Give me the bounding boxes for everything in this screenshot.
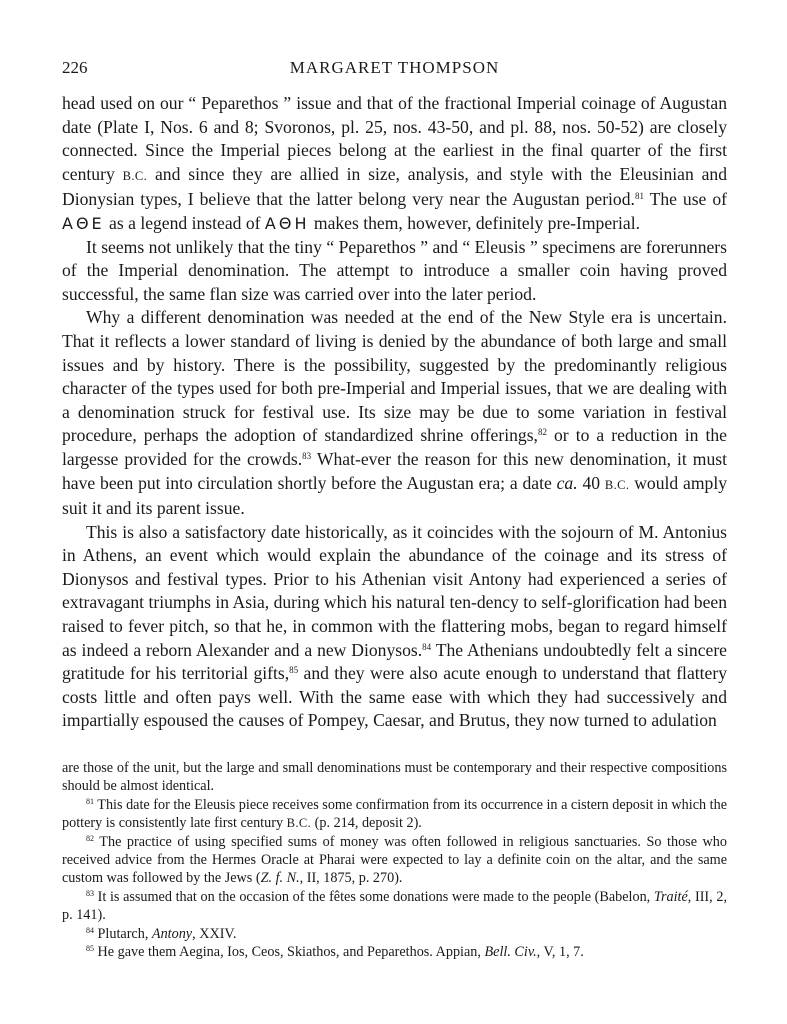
small-caps-bc: B.C. <box>122 168 148 183</box>
greek-legend-athe: ΑΘΕ <box>62 213 105 233</box>
footnote-ref-85: 85 <box>289 665 299 676</box>
footnote-ref-84: 84 <box>422 641 432 652</box>
text-run: would amply suit it and its parent issue. <box>62 472 728 519</box>
paragraph-4 <box>62 521 727 733</box>
text-run: This is also a satisfactory date historically, as it coincides with the sojourn of M. Antonius in Athens, an event which would explain the abundance of the coinage and its stress of Dionysos and festival types. Prior to his Athenian visit Antony had experienced a series of extravagant triumphs in Asia, during which his natural ten-dency to self-glorification had been raised to fever pitch, so that he, in common with the flattering mobs, began to regard himself as indeed a reborn Alexander and a new Dionysos. <box>62 521 727 660</box>
text-run: Plutarch, <box>94 925 152 942</box>
footnote-number: 84 <box>86 925 94 935</box>
footnote-number: 83 <box>86 888 94 898</box>
text-run: head used on our “ Peparethos ” issue and that of the fractional Imperial coinage of Augustan date (Plate I, Nos. 6 and 8; Svoronos, pl. 25, nos. 43-50, and pl. 88, nos. 50-52) are closely connected. Since the Imperial pieces belong at the earliest in the final quarter of the first century <box>62 93 727 184</box>
footnote-83 <box>62 888 727 925</box>
footnotes <box>62 759 727 961</box>
italic-citation: Traité <box>653 888 688 905</box>
text-run: Why a different denomination was needed at the end of the New Style era is uncertain. That it reflects a lower standard of living is denied by the abundance of both large and small issues and by history. There is the possibility, suggested by the predominantly religious character of the types used for both pre-Imperial and Imperial issues, that we are dealing with a denomination struck for festival use. Its size may be due to some variation in festival procedure, perhaps the adoption of standardized shrine offerings, <box>62 307 727 446</box>
footnote-continuation: are those of the unit, but the large and small denominations must be contemporary and their respective compositions should be almost identical. <box>62 760 727 795</box>
footnote-number: 85 <box>86 944 94 954</box>
footnote-number: 82 <box>86 833 94 843</box>
text-run: The use of <box>643 189 727 210</box>
footnote-ref-82: 82 <box>537 427 547 438</box>
paragraph-3 <box>62 306 727 520</box>
italic-ca: ca. <box>556 472 578 493</box>
page-number: 226 <box>62 58 88 77</box>
small-caps-bc: B.C. <box>604 477 630 492</box>
running-title: MARGARET THOMPSON <box>289 58 500 77</box>
page-header <box>62 58 727 82</box>
footnote-number: 81 <box>86 796 94 806</box>
paragraph-1 <box>62 92 727 236</box>
italic-citation: Bell. Civ. <box>484 944 537 961</box>
paragraph-2: It seems not unlikely that the tiny “ Peparethos ” and “ Eleusis ” specimens are forerunners of the Imperial denomination. The attempt to introduce a smaller coin having proved successful, the same flan size was carried over into the later period. <box>62 236 727 304</box>
text-run: The practice of using specified sums of money was often followed in religious sanctuaries. So those who received advice from the Hermes Oracle at Pharai were expected to lay a definite coin on the altar, and the same custom was followed by the Jews ( <box>62 833 727 887</box>
text-run: , XXIV. <box>192 925 237 942</box>
text-run: , II, 1875, p. 270). <box>299 870 403 887</box>
small-caps-bc: B.C. <box>286 816 312 831</box>
footnote-ref-83: 83 <box>302 450 312 461</box>
text-run: , V, 1, 7. <box>536 944 584 961</box>
footnote-84 <box>62 925 727 943</box>
text-run: It is assumed that on the occasion of the fêtes some donations were made to the people (Babelon, <box>94 888 654 905</box>
text-run: What-ever the reason for this new denomination, it must have been put into circulation shortly before the Augustan era; a date <box>62 448 727 493</box>
body-text <box>62 92 727 733</box>
text-run: , III, 2, p. 141). <box>62 888 727 924</box>
text-run: and they were also acute enough to understand that flattery costs little and often pays well. With the same ease with which they had successively and impartially espoused the causes of Pompey, Caesar, and Brutus, they now turned to adulation <box>62 663 727 731</box>
italic-citation: Antony <box>151 925 193 942</box>
text-run: He gave them Aegina, Ios, Ceos, Skiathos, and Peparethos. Appian, <box>94 944 485 961</box>
text-run: and since they are allied in size, analysis, and style with the Eleusinian and Dionysian types, I believe that the latter belong very near the Augustan period. <box>62 163 727 210</box>
text-run: makes them, however, definitely pre-Imperial. <box>309 212 641 233</box>
text-run: The Athenians undoubtedly felt a sincere gratitude for his territorial gifts, <box>62 639 727 684</box>
footnote-85 <box>62 943 727 961</box>
greek-legend-athi: ΑΘΗ <box>264 213 310 233</box>
text-run: 40 <box>577 472 605 493</box>
text-run: This date for the Eleusis piece receives some confirmation from its occurrence in a cistern deposit in which the pottery is consistently late first century <box>62 796 727 832</box>
footnote-81 <box>62 796 727 833</box>
text-run: or to a reduction in the largesse provided for the crowds. <box>62 425 727 469</box>
text-run: (p. 214, deposit 2). <box>311 815 422 832</box>
footnote-ref-81: 81 <box>634 191 644 202</box>
italic-citation: Z. f. N. <box>260 870 300 887</box>
footnote-82 <box>62 833 727 888</box>
text-run: as a legend instead of <box>104 212 265 233</box>
